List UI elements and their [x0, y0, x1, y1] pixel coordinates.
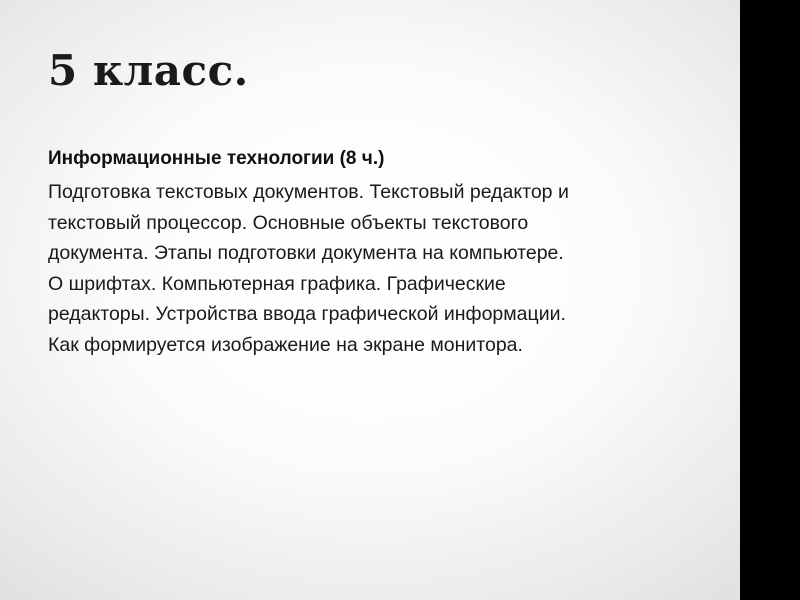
- body-line: редакторы. Устройства ввода графической информации.: [48, 303, 566, 325]
- side-bar: [740, 0, 800, 600]
- section-hours: (8 ч.): [339, 148, 385, 169]
- section-heading-text: Информационные технологии: [48, 148, 335, 169]
- slide-body-text: [48, 177, 718, 360]
- body-line: Подготовка текстовых документов. Текстовый редактор и: [48, 181, 569, 203]
- body-line: документа. Этапы подготовки документа на компьютере.: [48, 242, 564, 264]
- body-line: Как формируется изображение на экране монитора.: [48, 333, 523, 356]
- body-line: О шрифтах. Компьютерная графика. Графические: [48, 272, 506, 295]
- body-line: текстовый процессор. Основные объекты текстового: [48, 211, 529, 234]
- section-heading: [48, 148, 384, 171]
- slide-title: 5 класс.: [48, 46, 249, 95]
